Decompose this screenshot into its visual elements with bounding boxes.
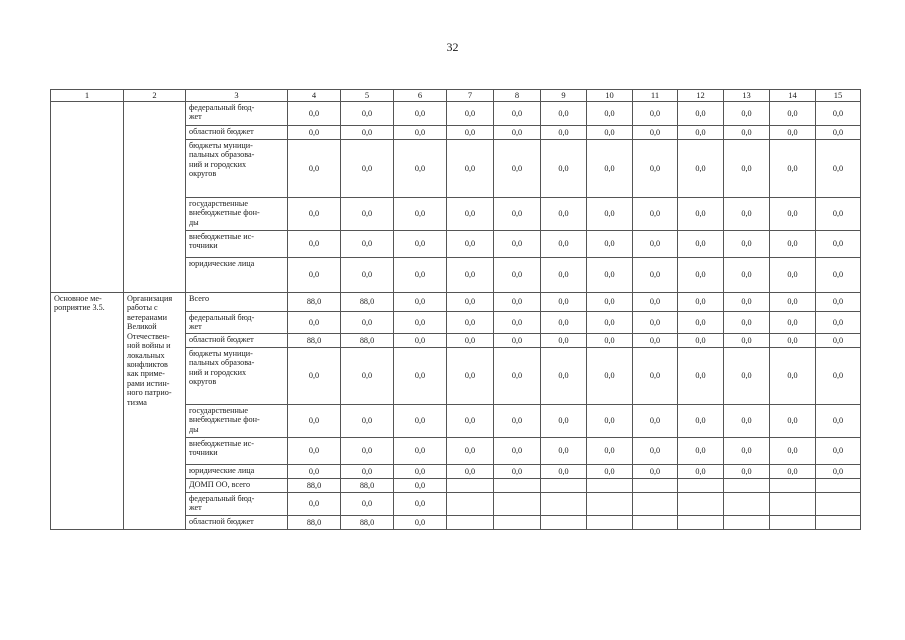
value-cell: 0,0 <box>816 438 861 465</box>
value-cell: 0,0 <box>447 312 494 334</box>
value-cell: 0,0 <box>587 293 633 312</box>
value-cell: 0,0 <box>541 465 587 479</box>
value-cell: 0,0 <box>494 405 541 438</box>
value-cell: 0,0 <box>394 438 447 465</box>
value-cell: 0,0 <box>494 348 541 405</box>
budget-table <box>50 89 861 530</box>
value-cell: 0,0 <box>678 438 724 465</box>
value-cell: 88,0 <box>288 293 341 312</box>
value-cell: 0,0 <box>678 258 724 293</box>
value-cell: 0,0 <box>587 334 633 348</box>
funding-source-cell: федеральный бюд- жет <box>186 102 288 126</box>
value-cell: 0,0 <box>633 465 678 479</box>
value-cell: 0,0 <box>394 465 447 479</box>
column-number-13: 13 <box>724 90 770 102</box>
measure-number-cell: Основное ме- роприятие 3.5. <box>51 293 124 530</box>
value-cell: 0,0 <box>394 516 447 530</box>
value-cell: 0,0 <box>633 198 678 231</box>
value-cell <box>816 493 861 516</box>
value-cell <box>678 493 724 516</box>
value-cell: 0,0 <box>288 231 341 258</box>
value-cell: 0,0 <box>587 312 633 334</box>
value-cell: 0,0 <box>541 231 587 258</box>
value-cell: 0,0 <box>770 126 816 140</box>
value-cell: 0,0 <box>678 465 724 479</box>
value-cell <box>770 493 816 516</box>
value-cell <box>678 479 724 493</box>
value-cell: 0,0 <box>541 405 587 438</box>
value-cell: 0,0 <box>816 126 861 140</box>
value-cell: 0,0 <box>541 438 587 465</box>
table-row <box>51 293 861 312</box>
value-cell: 0,0 <box>724 405 770 438</box>
value-cell: 0,0 <box>341 258 394 293</box>
funding-source-cell: областной бюджет <box>186 334 288 348</box>
value-cell: 0,0 <box>724 348 770 405</box>
value-cell: 0,0 <box>394 493 447 516</box>
measure-name-cell: Организация работы с ветеранами Великой Отечествен- ной войны и локальных конфликтов как приме- рами истин- ного патрио- тизма <box>124 293 186 530</box>
value-cell: 88,0 <box>288 334 341 348</box>
value-cell: 0,0 <box>587 102 633 126</box>
value-cell: 0,0 <box>678 312 724 334</box>
value-cell <box>724 516 770 530</box>
measure-number-cell <box>51 102 124 293</box>
value-cell <box>770 479 816 493</box>
value-cell: 0,0 <box>541 102 587 126</box>
funding-source-cell: бюджеты муници- пальных образова- ний и городских округов <box>186 348 288 405</box>
value-cell <box>633 479 678 493</box>
value-cell: 0,0 <box>724 465 770 479</box>
value-cell: 0,0 <box>394 140 447 198</box>
funding-source-cell: федеральный бюд- жет <box>186 493 288 516</box>
value-cell: 0,0 <box>678 334 724 348</box>
value-cell: 0,0 <box>288 405 341 438</box>
value-cell: 0,0 <box>633 334 678 348</box>
value-cell <box>541 479 587 493</box>
value-cell: 0,0 <box>394 231 447 258</box>
value-cell: 0,0 <box>288 465 341 479</box>
value-cell: 0,0 <box>447 198 494 231</box>
value-cell: 0,0 <box>724 334 770 348</box>
value-cell: 0,0 <box>678 140 724 198</box>
value-cell: 0,0 <box>678 405 724 438</box>
value-cell: 0,0 <box>288 140 341 198</box>
column-number-3: 3 <box>186 90 288 102</box>
value-cell: 0,0 <box>678 102 724 126</box>
column-number-10: 10 <box>587 90 633 102</box>
value-cell <box>724 493 770 516</box>
value-cell <box>494 479 541 493</box>
value-cell: 0,0 <box>633 293 678 312</box>
value-cell: 0,0 <box>678 126 724 140</box>
value-cell: 0,0 <box>341 198 394 231</box>
column-number-7: 7 <box>447 90 494 102</box>
value-cell: 0,0 <box>394 198 447 231</box>
value-cell: 0,0 <box>587 405 633 438</box>
funding-source-cell: бюджеты муници- пальных образова- ний и городских округов <box>186 140 288 198</box>
value-cell: 0,0 <box>724 312 770 334</box>
value-cell: 0,0 <box>494 465 541 479</box>
value-cell <box>494 516 541 530</box>
value-cell: 0,0 <box>341 312 394 334</box>
value-cell: 0,0 <box>633 348 678 405</box>
value-cell <box>770 516 816 530</box>
column-number-2: 2 <box>124 90 186 102</box>
value-cell: 0,0 <box>341 231 394 258</box>
column-number-5: 5 <box>341 90 394 102</box>
value-cell: 0,0 <box>724 258 770 293</box>
value-cell: 0,0 <box>341 493 394 516</box>
value-cell: 0,0 <box>633 405 678 438</box>
value-cell: 0,0 <box>587 348 633 405</box>
page-number: 32 <box>446 40 459 54</box>
value-cell: 0,0 <box>724 231 770 258</box>
column-number-6: 6 <box>394 90 447 102</box>
value-cell: 0,0 <box>341 438 394 465</box>
value-cell: 0,0 <box>447 405 494 438</box>
value-cell: 0,0 <box>724 293 770 312</box>
value-cell: 0,0 <box>341 465 394 479</box>
column-number-11: 11 <box>633 90 678 102</box>
value-cell: 0,0 <box>394 405 447 438</box>
funding-source-cell: государственные внебюджетные фон- ды <box>186 405 288 438</box>
value-cell: 0,0 <box>541 198 587 231</box>
value-cell: 0,0 <box>770 405 816 438</box>
value-cell: 0,0 <box>494 334 541 348</box>
value-cell: 88,0 <box>288 516 341 530</box>
value-cell: 0,0 <box>394 102 447 126</box>
value-cell: 0,0 <box>541 334 587 348</box>
value-cell: 0,0 <box>587 126 633 140</box>
value-cell: 0,0 <box>288 126 341 140</box>
value-cell: 0,0 <box>447 465 494 479</box>
value-cell: 0,0 <box>447 438 494 465</box>
value-cell: 0,0 <box>288 438 341 465</box>
value-cell: 0,0 <box>288 312 341 334</box>
value-cell: 0,0 <box>447 231 494 258</box>
value-cell: 0,0 <box>633 231 678 258</box>
value-cell: 0,0 <box>288 102 341 126</box>
value-cell: 0,0 <box>494 231 541 258</box>
value-cell <box>447 516 494 530</box>
value-cell: 0,0 <box>770 140 816 198</box>
value-cell: 0,0 <box>724 102 770 126</box>
value-cell <box>633 516 678 530</box>
measure-name-cell <box>124 102 186 293</box>
value-cell: 0,0 <box>633 126 678 140</box>
value-cell: 88,0 <box>341 293 394 312</box>
value-cell: 0,0 <box>447 140 494 198</box>
value-cell: 0,0 <box>633 258 678 293</box>
column-number-4: 4 <box>288 90 341 102</box>
value-cell: 0,0 <box>288 198 341 231</box>
value-cell: 88,0 <box>341 334 394 348</box>
value-cell: 0,0 <box>678 198 724 231</box>
value-cell: 0,0 <box>587 258 633 293</box>
funding-source-cell: областной бюджет <box>186 516 288 530</box>
value-cell: 0,0 <box>633 312 678 334</box>
funding-source-cell: федеральный бюд- жет <box>186 312 288 334</box>
value-cell: 0,0 <box>541 293 587 312</box>
value-cell <box>587 516 633 530</box>
value-cell: 0,0 <box>394 258 447 293</box>
value-cell: 0,0 <box>494 102 541 126</box>
column-number-8: 8 <box>494 90 541 102</box>
value-cell: 0,0 <box>541 126 587 140</box>
table-row <box>51 102 861 126</box>
column-number-12: 12 <box>678 90 724 102</box>
value-cell: 0,0 <box>341 140 394 198</box>
value-cell: 0,0 <box>394 334 447 348</box>
value-cell <box>447 479 494 493</box>
value-cell: 0,0 <box>816 465 861 479</box>
value-cell: 0,0 <box>587 438 633 465</box>
value-cell: 88,0 <box>341 479 394 493</box>
value-cell: 0,0 <box>678 293 724 312</box>
value-cell: 0,0 <box>341 348 394 405</box>
value-cell: 0,0 <box>288 258 341 293</box>
value-cell: 0,0 <box>816 140 861 198</box>
value-cell: 0,0 <box>541 258 587 293</box>
value-cell: 0,0 <box>494 293 541 312</box>
value-cell: 0,0 <box>341 102 394 126</box>
funding-source-cell: внебюджетные ис- точники <box>186 231 288 258</box>
funding-source-cell: государственные внебюджетные фон- ды <box>186 198 288 231</box>
value-cell: 0,0 <box>541 140 587 198</box>
value-cell: 0,0 <box>724 438 770 465</box>
value-cell <box>633 493 678 516</box>
value-cell: 0,0 <box>494 438 541 465</box>
value-cell: 0,0 <box>770 258 816 293</box>
value-cell: 0,0 <box>816 293 861 312</box>
header-row <box>51 90 861 102</box>
value-cell: 0,0 <box>770 465 816 479</box>
value-cell: 0,0 <box>633 140 678 198</box>
value-cell: 0,0 <box>587 198 633 231</box>
value-cell: 0,0 <box>394 348 447 405</box>
value-cell: 0,0 <box>341 126 394 140</box>
value-cell: 0,0 <box>816 231 861 258</box>
value-cell: 0,0 <box>288 348 341 405</box>
funding-source-cell: юридические лица <box>186 258 288 293</box>
value-cell: 0,0 <box>770 438 816 465</box>
value-cell: 0,0 <box>770 198 816 231</box>
value-cell: 0,0 <box>816 258 861 293</box>
column-number-9: 9 <box>541 90 587 102</box>
value-cell: 0,0 <box>494 258 541 293</box>
value-cell: 0,0 <box>447 102 494 126</box>
value-cell: 0,0 <box>494 198 541 231</box>
column-number-15: 15 <box>816 90 861 102</box>
value-cell: 0,0 <box>816 348 861 405</box>
funding-source-cell: областной бюджет <box>186 126 288 140</box>
value-cell: 0,0 <box>678 231 724 258</box>
value-cell: 0,0 <box>494 140 541 198</box>
value-cell: 0,0 <box>770 231 816 258</box>
value-cell <box>541 493 587 516</box>
value-cell: 0,0 <box>447 293 494 312</box>
value-cell: 0,0 <box>770 312 816 334</box>
value-cell: 0,0 <box>587 231 633 258</box>
value-cell: 88,0 <box>341 516 394 530</box>
value-cell: 0,0 <box>447 334 494 348</box>
value-cell: 0,0 <box>394 293 447 312</box>
value-cell: 0,0 <box>541 312 587 334</box>
funding-source-cell: юридические лица <box>186 465 288 479</box>
funding-source-cell: ДОМП ОО, всего <box>186 479 288 493</box>
value-cell: 88,0 <box>288 479 341 493</box>
value-cell: 0,0 <box>394 479 447 493</box>
value-cell <box>447 493 494 516</box>
value-cell: 0,0 <box>447 258 494 293</box>
value-cell <box>724 479 770 493</box>
value-cell <box>494 493 541 516</box>
value-cell: 0,0 <box>288 493 341 516</box>
value-cell: 0,0 <box>394 312 447 334</box>
value-cell: 0,0 <box>724 198 770 231</box>
value-cell: 0,0 <box>770 102 816 126</box>
value-cell: 0,0 <box>816 312 861 334</box>
value-cell <box>587 493 633 516</box>
value-cell: 0,0 <box>541 348 587 405</box>
value-cell: 0,0 <box>724 126 770 140</box>
value-cell: 0,0 <box>587 140 633 198</box>
value-cell: 0,0 <box>494 312 541 334</box>
value-cell: 0,0 <box>341 405 394 438</box>
value-cell: 0,0 <box>587 465 633 479</box>
value-cell: 0,0 <box>816 102 861 126</box>
value-cell: 0,0 <box>494 126 541 140</box>
value-cell: 0,0 <box>633 438 678 465</box>
funding-source-cell: Всего <box>186 293 288 312</box>
value-cell: 0,0 <box>770 293 816 312</box>
value-cell: 0,0 <box>816 198 861 231</box>
funding-source-cell: внебюджетные ис- точники <box>186 438 288 465</box>
value-cell: 0,0 <box>447 348 494 405</box>
value-cell: 0,0 <box>816 334 861 348</box>
value-cell: 0,0 <box>770 334 816 348</box>
value-cell: 0,0 <box>633 102 678 126</box>
value-cell <box>816 479 861 493</box>
column-number-1: 1 <box>51 90 124 102</box>
value-cell <box>678 516 724 530</box>
value-cell: 0,0 <box>447 126 494 140</box>
value-cell <box>587 479 633 493</box>
value-cell: 0,0 <box>394 126 447 140</box>
value-cell: 0,0 <box>724 140 770 198</box>
value-cell <box>541 516 587 530</box>
column-number-14: 14 <box>770 90 816 102</box>
value-cell <box>816 516 861 530</box>
value-cell: 0,0 <box>678 348 724 405</box>
value-cell: 0,0 <box>816 405 861 438</box>
value-cell: 0,0 <box>770 348 816 405</box>
